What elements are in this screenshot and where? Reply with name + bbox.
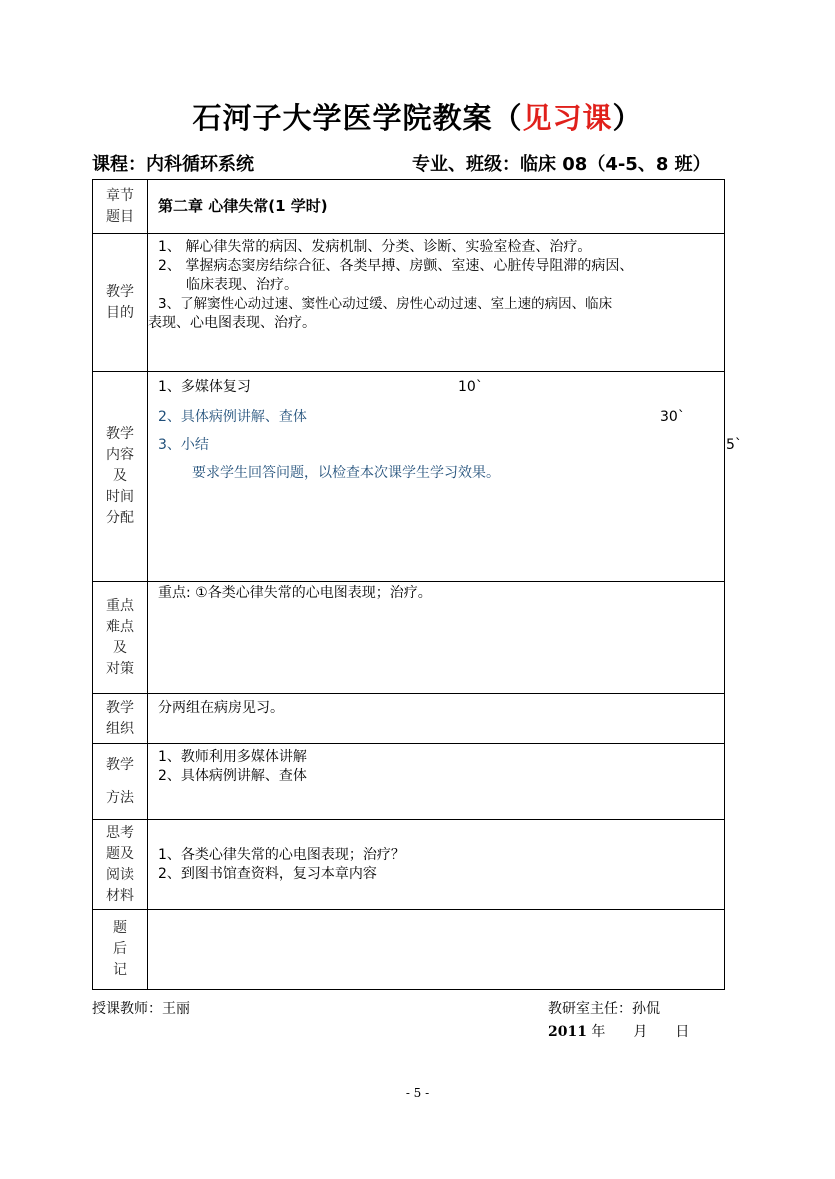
- organization-row: [93, 694, 725, 744]
- content-item-text: 2、具体病例讲解、查体: [158, 409, 307, 425]
- teacher-signature: 授课教师：王丽: [92, 1001, 190, 1017]
- reading-line: 1、各类心律失常的心电图表现；治疗？: [158, 846, 405, 863]
- date-year: 2011: [548, 1024, 587, 1040]
- method-row: [93, 744, 725, 820]
- chapter-title: 第二章 心律失常(1 学时): [158, 197, 328, 215]
- method-line: 2、具体病例讲解、查体: [158, 768, 307, 784]
- lesson-plan-table: [92, 179, 742, 990]
- method-label: 教学 方法: [93, 744, 148, 820]
- chapter-content: [148, 180, 725, 234]
- course-label: 课程：内科循环系统: [92, 154, 254, 175]
- postscript-content: [148, 910, 725, 990]
- reading-row: [93, 820, 725, 910]
- document-title: [0, 96, 835, 137]
- key-points-label: 重点 难点 及 对策: [93, 582, 148, 694]
- organization-content: [148, 694, 725, 744]
- key-points-text: 重点: ①各类心律失常的心电图表现；治疗。: [158, 585, 432, 601]
- content-time-row: [93, 372, 725, 582]
- method-line: 1、教师利用多媒体讲解: [158, 749, 307, 765]
- content-item-time: 10`: [458, 379, 483, 395]
- chapter-label: 章节 题目: [93, 180, 148, 234]
- date-line: [548, 1021, 689, 1041]
- organization-text: 分两组在病房见习。: [158, 700, 284, 716]
- content-item-time: 30`: [660, 409, 685, 425]
- reading-line: 2、到图书馆查资料，复习本章内容: [158, 865, 377, 882]
- title-highlight: 见习课: [522, 101, 613, 135]
- reading-label: 思考 题及 阅读 材料: [93, 820, 148, 910]
- content-item-time: 5`: [726, 437, 742, 453]
- key-points-content: [148, 582, 725, 694]
- content-time-label: 教学 内容 及 时间 分配: [93, 372, 148, 582]
- objective-line: 表现、心电图表现、治疗。: [148, 315, 316, 331]
- reading-content: [148, 820, 725, 910]
- page-number: - 5 -: [405, 1086, 430, 1100]
- content-time-content: [148, 372, 742, 582]
- content-item-text: 3、小结: [158, 437, 209, 453]
- objective-line: 1、 解心律失常的病因、发病机制、分类、诊断、实验室检查、治疗。: [158, 239, 592, 255]
- postscript-row: [93, 910, 725, 990]
- major-class-label: 专业、班级：临床 08（4-5、8 班）: [412, 154, 711, 175]
- title-tail: ）: [612, 101, 643, 135]
- objectives-content: [148, 234, 725, 372]
- title-main: 石河子大学医学院教案（: [192, 101, 523, 135]
- method-content: [148, 744, 725, 820]
- organization-label: 教学 组织: [93, 694, 148, 744]
- objective-line: 2、 掌握病态窦房结综合征、各类早搏、房颤、室速、心脏传导阻滞的病因、: [158, 258, 634, 274]
- content-note: 要求学生回答问题，以检查本次课学生学习效果。: [192, 465, 500, 481]
- objective-line: 临床表现、治疗。: [186, 277, 298, 293]
- postscript-label: 题 后 记: [93, 910, 148, 990]
- key-points-row: [93, 582, 725, 694]
- date-rest: 年 月 日: [591, 1024, 690, 1040]
- director-signature: 教研室主任：孙侃: [548, 1001, 660, 1017]
- chapter-row: [93, 180, 725, 234]
- content-item-text: 1、多媒体复习: [158, 379, 251, 395]
- objectives-label: 教学 目的: [93, 234, 148, 372]
- objective-line: 3、了解窦性心动过速、窦性心动过缓、房性心动过速、室上速的病因、临床: [158, 296, 613, 312]
- objectives-row: [93, 234, 725, 372]
